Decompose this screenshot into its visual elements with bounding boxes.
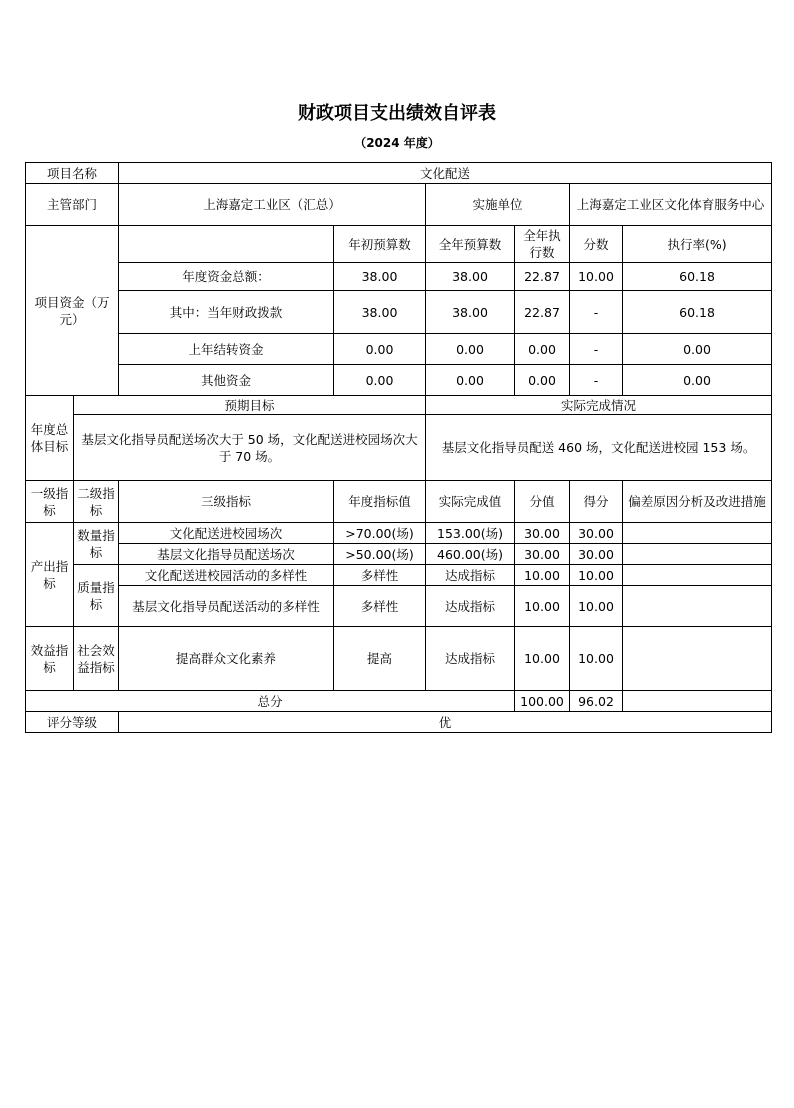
indicator-analysis [623,523,772,544]
indicator-target: >50.00(场) [334,544,426,565]
funds-header-executed: 全年执行数 [515,226,570,263]
indicator-row [26,565,772,586]
evaluation-table [25,162,772,733]
total-blank [623,691,772,712]
funds-row-label: 其他资金 [119,365,334,396]
indicator-header-row [26,481,772,523]
indicator-actual: 153.00(场) [426,523,515,544]
header-target: 年度指标值 [334,481,426,523]
funds-score: - [570,365,623,396]
indicator-analysis [623,627,772,691]
indicator-score: 30.00 [570,523,623,544]
indicator-row [26,523,772,544]
funds-header-row [26,226,772,263]
indicator-points: 10.00 [515,565,570,586]
expected-goal-label: 预期目标 [74,396,426,415]
grade-value: 优 [119,712,772,733]
indicator-points: 30.00 [515,523,570,544]
indicator-actual: 达成指标 [426,586,515,627]
social-benefit-indicator-label: 社会效益指标 [74,627,119,691]
indicator-score: 10.00 [570,586,623,627]
expected-goal-text: 基层文化指导员配送场次大于 50 场，文化配送进校园场次大于 70 场。 [74,415,426,481]
indicator-actual: 460.00(场) [426,544,515,565]
funds-score: - [570,291,623,334]
funds-annual: 38.00 [426,263,515,291]
grade-label: 评分等级 [26,712,119,733]
funds-annual: 0.00 [426,365,515,396]
funds-row-total [26,263,772,291]
goals-header-row [26,396,772,415]
funds-initial: 0.00 [334,334,426,365]
indicator-points: 30.00 [515,544,570,565]
funds-header-initial: 年初预算数 [334,226,426,263]
indicator-row [26,627,772,691]
indicator-actual: 达成指标 [426,565,515,586]
funds-header-score: 分数 [570,226,623,263]
funds-row-carryover [26,334,772,365]
indicator-score: 30.00 [570,544,623,565]
indicator-target: >70.00(场) [334,523,426,544]
funds-annual: 0.00 [426,334,515,365]
funds-executed: 22.87 [515,263,570,291]
grade-row [26,712,772,733]
indicator-analysis [623,586,772,627]
header-score: 得分 [570,481,623,523]
output-indicator-label: 产出指标 [26,523,74,627]
funds-header-rate: 执行率(%) [623,226,772,263]
actual-completion-label: 实际完成情况 [426,396,772,415]
funds-executed: 0.00 [515,365,570,396]
actual-completion-text: 基层文化指导员配送 460 场，文化配送进校园 153 场。 [426,415,772,481]
funds-rate: 0.00 [623,334,772,365]
funds-initial: 38.00 [334,291,426,334]
funds-executed: 0.00 [515,334,570,365]
header-points: 分值 [515,481,570,523]
goals-content-row [26,415,772,481]
funds-executed: 22.87 [515,291,570,334]
benefit-indicator-label: 效益指标 [26,627,74,691]
total-points: 100.00 [515,691,570,712]
funds-initial: 38.00 [334,263,426,291]
total-row [26,691,772,712]
indicator-analysis [623,565,772,586]
funds-annual: 38.00 [426,291,515,334]
indicator-target: 多样性 [334,586,426,627]
funds-rate: 60.18 [623,263,772,291]
implementing-unit-label: 实施单位 [426,184,570,226]
implementing-unit-value: 上海嘉定工业区文化体育服务中心 [570,184,772,226]
indicator-name: 基层文化指导员配送活动的多样性 [119,586,334,627]
header-level2: 二级指标 [74,481,119,523]
indicator-points: 10.00 [515,627,570,691]
indicator-name: 提高群众文化素养 [119,627,334,691]
funds-rate: 60.18 [623,291,772,334]
indicator-actual: 达成指标 [426,627,515,691]
funds-row-label: 年度资金总额： [119,263,334,291]
funds-row-label: 其中：当年财政拨款 [119,291,334,334]
page-title: 财政项目支出绩效自评表 [298,103,496,124]
funds-score: - [570,334,623,365]
annual-goals-label: 年度总体目标 [26,396,74,481]
total-label: 总分 [26,691,515,712]
quality-indicator-label: 质量指标 [74,565,119,627]
indicator-row [26,586,772,627]
funds-score: 10.00 [570,263,623,291]
funds-header-blank [119,226,334,263]
department-row [26,184,772,226]
project-name-row [26,163,772,184]
department-value: 上海嘉定工业区（汇总） [119,184,426,226]
funds-row-label: 上年结转资金 [119,334,334,365]
header-actual: 实际完成值 [426,481,515,523]
project-name-label: 项目名称 [26,163,119,184]
header-level3: 三级指标 [119,481,334,523]
page-subtitle-year: （2024 年度） [354,136,440,150]
indicator-score: 10.00 [570,565,623,586]
indicator-points: 10.00 [515,586,570,627]
indicator-analysis [623,544,772,565]
funds-rate: 0.00 [623,365,772,396]
indicator-name: 文化配送进校园场次 [119,523,334,544]
indicator-name: 基层文化指导员配送场次 [119,544,334,565]
indicator-target: 提高 [334,627,426,691]
total-score: 96.02 [570,691,623,712]
indicator-name: 文化配送进校园活动的多样性 [119,565,334,586]
department-label: 主管部门 [26,184,119,226]
quantity-indicator-label: 数量指标 [74,523,119,565]
funds-row-other [26,365,772,396]
funds-header-annual: 全年预算数 [426,226,515,263]
header-level1: 一级指标 [26,481,74,523]
indicator-target: 多样性 [334,565,426,586]
indicator-score: 10.00 [570,627,623,691]
header-analysis: 偏差原因分析及改进措施 [623,481,772,523]
funds-row-fiscal [26,291,772,334]
indicator-row [26,544,772,565]
project-funds-label: 项目资金（万元） [26,226,119,396]
project-name-value: 文化配送 [119,163,772,184]
funds-initial: 0.00 [334,365,426,396]
